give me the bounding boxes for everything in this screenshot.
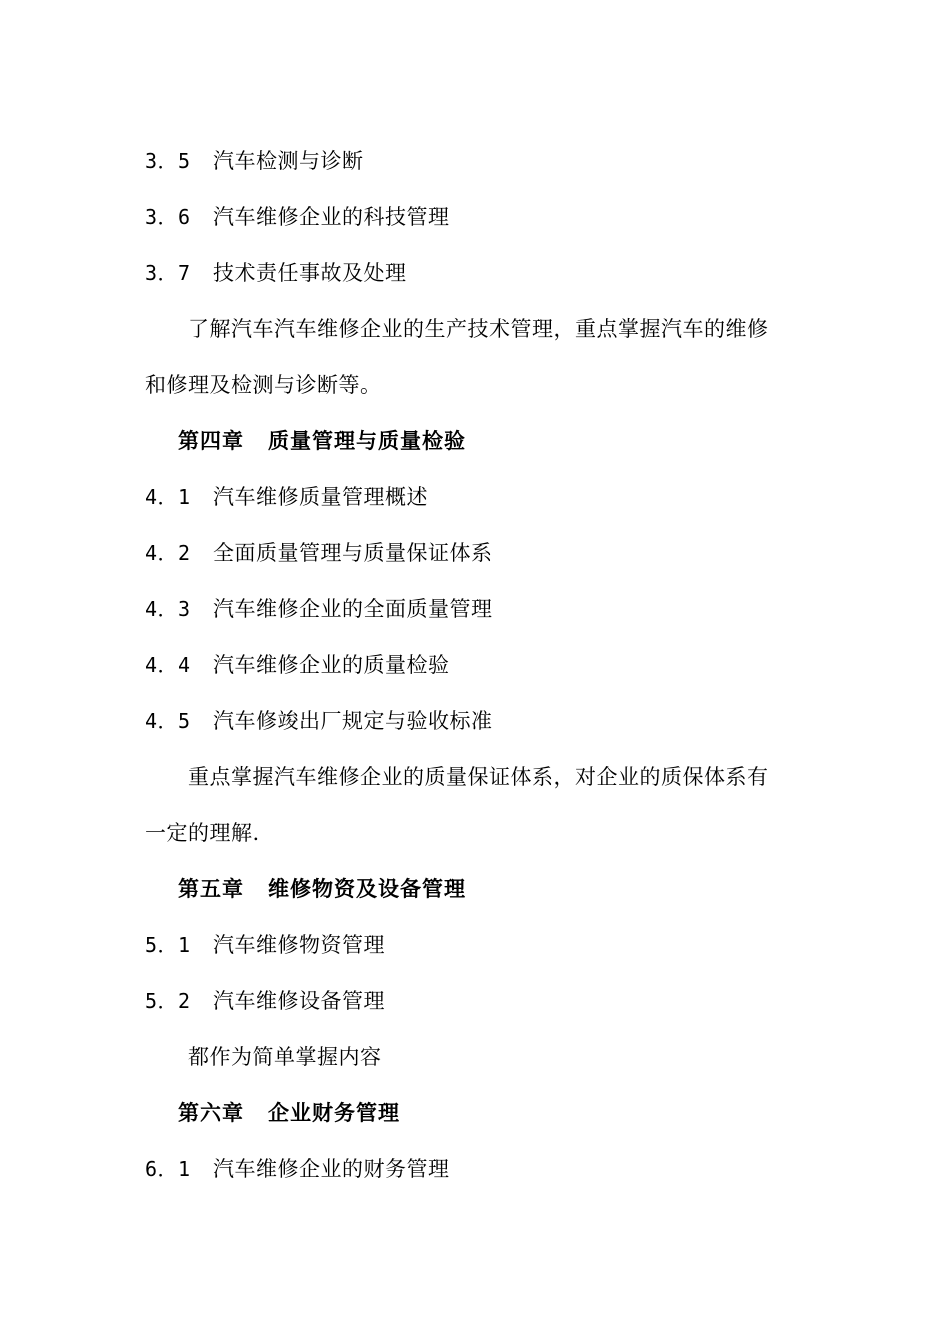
toc-line bbox=[145, 1154, 450, 1184]
toc-line bbox=[145, 594, 493, 624]
section-title: 汽车维修企业的全面质量管理 bbox=[213, 597, 493, 621]
section-title: 汽车维修企业的质量检验 bbox=[213, 653, 450, 677]
chapter-heading bbox=[178, 1098, 400, 1128]
toc-line bbox=[145, 930, 385, 960]
section-number: 4．4 bbox=[145, 653, 191, 677]
paragraph-line: 了解汽车汽车维修企业的生产技术管理，重点掌握汽车的维修 bbox=[188, 317, 769, 341]
toc-line bbox=[145, 986, 385, 1016]
section-number: 5．2 bbox=[145, 989, 191, 1013]
chapter-title: 质量管理与质量检验 bbox=[268, 429, 466, 453]
paragraph-line: 一定的理解. bbox=[145, 821, 260, 845]
section-title: 汽车维修设备管理 bbox=[213, 989, 385, 1013]
section-title: 汽车维修物资管理 bbox=[213, 933, 385, 957]
toc-line bbox=[145, 650, 450, 680]
section-number: 4．2 bbox=[145, 541, 191, 565]
section-title: 汽车维修质量管理概述 bbox=[213, 485, 428, 509]
section-title: 汽车检测与诊断 bbox=[213, 149, 364, 173]
section-title: 汽车维修企业的财务管理 bbox=[213, 1157, 450, 1181]
chapter-number: 第六章 bbox=[178, 1101, 244, 1125]
chapter-title: 维修物资及设备管理 bbox=[268, 877, 466, 901]
toc-line bbox=[145, 706, 493, 736]
toc-line bbox=[145, 202, 450, 232]
section-title: 汽车修竣出厂规定与验收标准 bbox=[213, 709, 493, 733]
chapter-heading bbox=[178, 874, 466, 904]
chapter-number: 第五章 bbox=[178, 877, 244, 901]
toc-line bbox=[145, 538, 493, 568]
section-number: 3．6 bbox=[145, 205, 191, 229]
paragraph-line: 和修理及检测与诊断等。 bbox=[145, 373, 382, 397]
toc-line bbox=[145, 258, 407, 288]
section-title: 全面质量管理与质量保证体系 bbox=[213, 541, 493, 565]
section-number: 3．7 bbox=[145, 261, 191, 285]
chapter-title: 企业财务管理 bbox=[268, 1101, 400, 1125]
section-number: 4．1 bbox=[145, 485, 191, 509]
toc-line bbox=[145, 146, 364, 176]
section-number: 4．3 bbox=[145, 597, 191, 621]
section-number: 5．1 bbox=[145, 933, 191, 957]
section-title: 技术责任事故及处理 bbox=[213, 261, 407, 285]
section-number: 4．5 bbox=[145, 709, 191, 733]
paragraph-line: 都作为简单掌握内容 bbox=[188, 1045, 382, 1069]
section-number: 3．5 bbox=[145, 149, 191, 173]
section-number: 6．1 bbox=[145, 1157, 191, 1181]
chapter-number: 第四章 bbox=[178, 429, 244, 453]
section-title: 汽车维修企业的科技管理 bbox=[213, 205, 450, 229]
toc-line bbox=[145, 482, 428, 512]
chapter-heading bbox=[178, 426, 466, 456]
paragraph-line: 重点掌握汽车维修企业的质量保证体系，对企业的质保体系有 bbox=[188, 765, 769, 789]
